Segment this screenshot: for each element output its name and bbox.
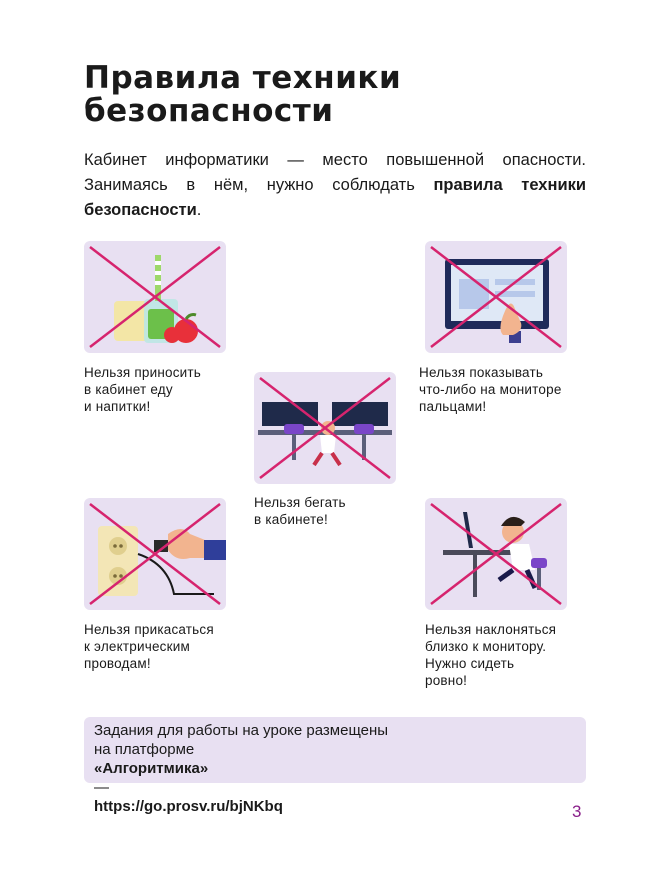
rule-caption-leaning-line2: близко к монитору. (425, 639, 547, 654)
electric-socket-icon (84, 498, 226, 610)
platform-name: «Алгоритмика» (94, 760, 209, 777)
rule-caption-leaning (425, 621, 605, 689)
platform-note-line2 (94, 740, 388, 797)
intro-paragraph (84, 148, 586, 223)
rule-caption-food-line2: в кабинет еду (84, 382, 173, 397)
rule-caption-food (84, 364, 264, 415)
page-title (84, 62, 584, 128)
rule-caption-wires (84, 621, 264, 672)
platform-note-text (94, 721, 388, 816)
leaning-monitor-image (425, 498, 567, 610)
rule-caption-wires-line3: проводам! (84, 656, 151, 671)
platform-note (84, 717, 586, 815)
monitor-finger-icon (425, 241, 567, 353)
rule-caption-monitor-line1: Нельзя показывать (419, 365, 544, 380)
monitor-pointing-image (425, 241, 567, 353)
running-image (254, 372, 396, 484)
platform-link[interactable]: https://go.prosv.ru/bjNKbq (94, 798, 283, 815)
page-number: 3 (572, 802, 582, 821)
platform-note-line2-post: — (94, 779, 109, 796)
electric-wires-image (84, 498, 226, 610)
platform-note-line2-pre: на платформе (94, 741, 195, 758)
rule-caption-leaning-line4: ровно! (425, 673, 468, 688)
rule-caption-monitor-line2: что-либо на мониторе (419, 382, 562, 397)
page-title-line1: Правила техники (84, 60, 402, 96)
food-drinks-icon (84, 241, 226, 353)
food-drinks-image (84, 241, 226, 353)
rule-caption-running (254, 494, 434, 528)
intro-end: . (196, 201, 202, 219)
rule-caption-wires-line1: Нельзя прикасаться (84, 622, 214, 637)
intro-text: Кабинет информатики — место повышенной опасности. Занимаясь в нём, нужно соблюдать (84, 151, 586, 194)
rule-caption-running-line2: в кабинете! (254, 512, 328, 527)
leaning-child-icon (425, 498, 567, 610)
page-title-line2: безопасности (84, 93, 334, 129)
rule-caption-wires-line2: к электрическим (84, 639, 190, 654)
rule-caption-monitor (419, 364, 599, 415)
rule-caption-leaning-line1: Нельзя наклоняться (425, 622, 557, 637)
rule-caption-food-line1: Нельзя приносить (84, 365, 202, 380)
rule-caption-running-line1: Нельзя бегать (254, 495, 346, 510)
rule-caption-leaning-line3: Нужно сидеть (425, 656, 515, 671)
rule-caption-food-line3: и напитки! (84, 399, 151, 414)
rule-caption-monitor-line3: пальцами! (419, 399, 487, 414)
running-child-icon (254, 372, 396, 484)
platform-note-line1: Задания для работы на уроке размещены (94, 722, 389, 739)
intro-bold: правила техники безопасности (84, 176, 586, 219)
